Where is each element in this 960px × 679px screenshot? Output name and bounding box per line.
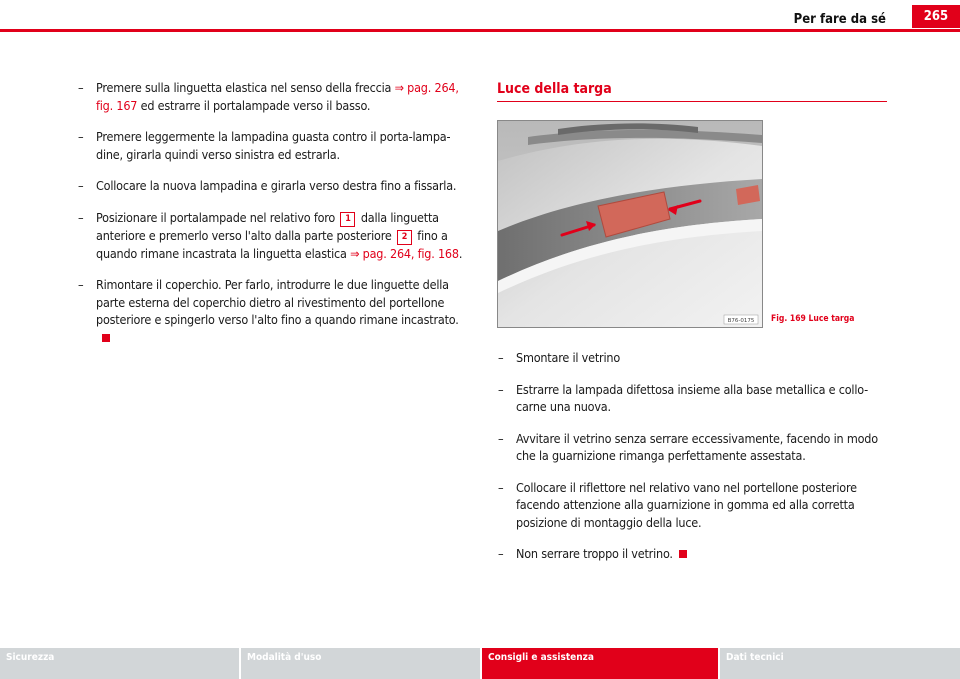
step-dash: –	[498, 381, 504, 397]
right-column-steps	[498, 349, 890, 577]
step-dash: –	[498, 430, 504, 446]
tab-sicurezza[interactable]	[0, 648, 239, 679]
instruction-step	[78, 79, 470, 114]
tab-label: Modalità d'uso	[247, 652, 322, 663]
step-text: dalla linguetta anteriore e premerlo verso l'alto dalla parte posteriore	[96, 209, 439, 243]
step-text: Premere sulla linguetta elastica nel senso della freccia	[96, 80, 395, 95]
figure-caption: Fig. 169 Luce targa	[771, 314, 855, 324]
page-number: 265	[912, 5, 960, 28]
chapter-title: Per fare da sé	[793, 12, 886, 27]
step-text: Avvitare il vetrino senza serrare eccessivamente, facendo in modo che la guarnizione rimanga perfettamente assestata.	[516, 430, 878, 463]
figure-169-image	[497, 120, 763, 328]
tab-consigli-e-assistenza[interactable]	[482, 648, 718, 679]
license-plate-light-illustration	[498, 121, 762, 327]
callout-badge: 2	[397, 230, 412, 245]
cross-reference-link[interactable]: ⇒ pag. 264, fig. 167	[96, 80, 459, 113]
step-text: Premere leggermente la lampadina guasta contro il porta-lampa-dine, girarla quindi verso sinistra ed estrarla.	[96, 129, 451, 162]
tab-dati-tecnici[interactable]	[720, 648, 960, 679]
section-title: Luce della targa	[497, 81, 887, 102]
step-dash: –	[78, 209, 84, 225]
instruction-step	[498, 479, 890, 532]
step-text: Collocare il riflettore nel relativo vano nel portellone posteriore facendo attenzione alla guarnizione in gomma ed alla corretta posizione di montaggio della luce.	[516, 479, 857, 530]
callout-badge: 1	[340, 212, 355, 227]
step-text: Smontare il vetrino	[516, 350, 620, 365]
step-dash: –	[78, 277, 84, 292]
instruction-step	[498, 349, 890, 367]
left-column-steps	[78, 79, 470, 360]
step-text: Non serrare troppo il vetrino.	[516, 546, 673, 561]
instruction-step	[498, 545, 890, 563]
step-dash: –	[78, 178, 84, 193]
instruction-step	[498, 430, 890, 465]
instruction-step	[78, 177, 470, 195]
tab-modalita-duso[interactable]	[241, 648, 480, 679]
footer-tabs-bar	[0, 648, 960, 679]
instruction-step	[78, 276, 470, 346]
end-of-section-marker	[679, 550, 687, 558]
cross-reference-link[interactable]: ⇒ pag. 264, fig. 168	[350, 245, 459, 261]
tab-label: Consigli e assistenza	[488, 652, 594, 663]
step-text: .	[458, 245, 463, 261]
step-text: Estrarre la lampada difettosa insieme alla base metallica e collo-carne una nuova.	[516, 381, 869, 414]
tab-label: Sicurezza	[6, 652, 55, 663]
step-text: Collocare la nuova lampadina e girarla verso destra fino a fissarla.	[96, 178, 457, 193]
instruction-step	[498, 381, 890, 416]
step-dash: –	[498, 479, 504, 495]
step-text: Rimontare il coperchio. Per farlo, introdurre le due linguette della parte esterna del coperchio dietro al rivestimento del portellone posteriore e spingerlo verso l'alto fino a quando rimane incastrato.	[96, 277, 459, 327]
step-dash: –	[498, 350, 504, 365]
step-dash: –	[78, 80, 84, 95]
figure-code: B76-0175	[727, 318, 755, 324]
end-of-section-marker	[102, 334, 110, 342]
instruction-step	[78, 209, 470, 263]
step-dash: –	[78, 129, 84, 144]
tab-label: Dati tecnici	[726, 652, 784, 663]
step-text: Posizionare il portalampade nel relativo foro	[96, 209, 339, 225]
step-text: fino a quando rimane incastrata la linguetta elastica	[96, 227, 448, 261]
step-text: ed estrarre il portalampade verso il basso.	[137, 97, 371, 113]
header-rule	[0, 29, 960, 32]
instruction-step	[78, 128, 470, 163]
step-dash: –	[498, 546, 504, 561]
